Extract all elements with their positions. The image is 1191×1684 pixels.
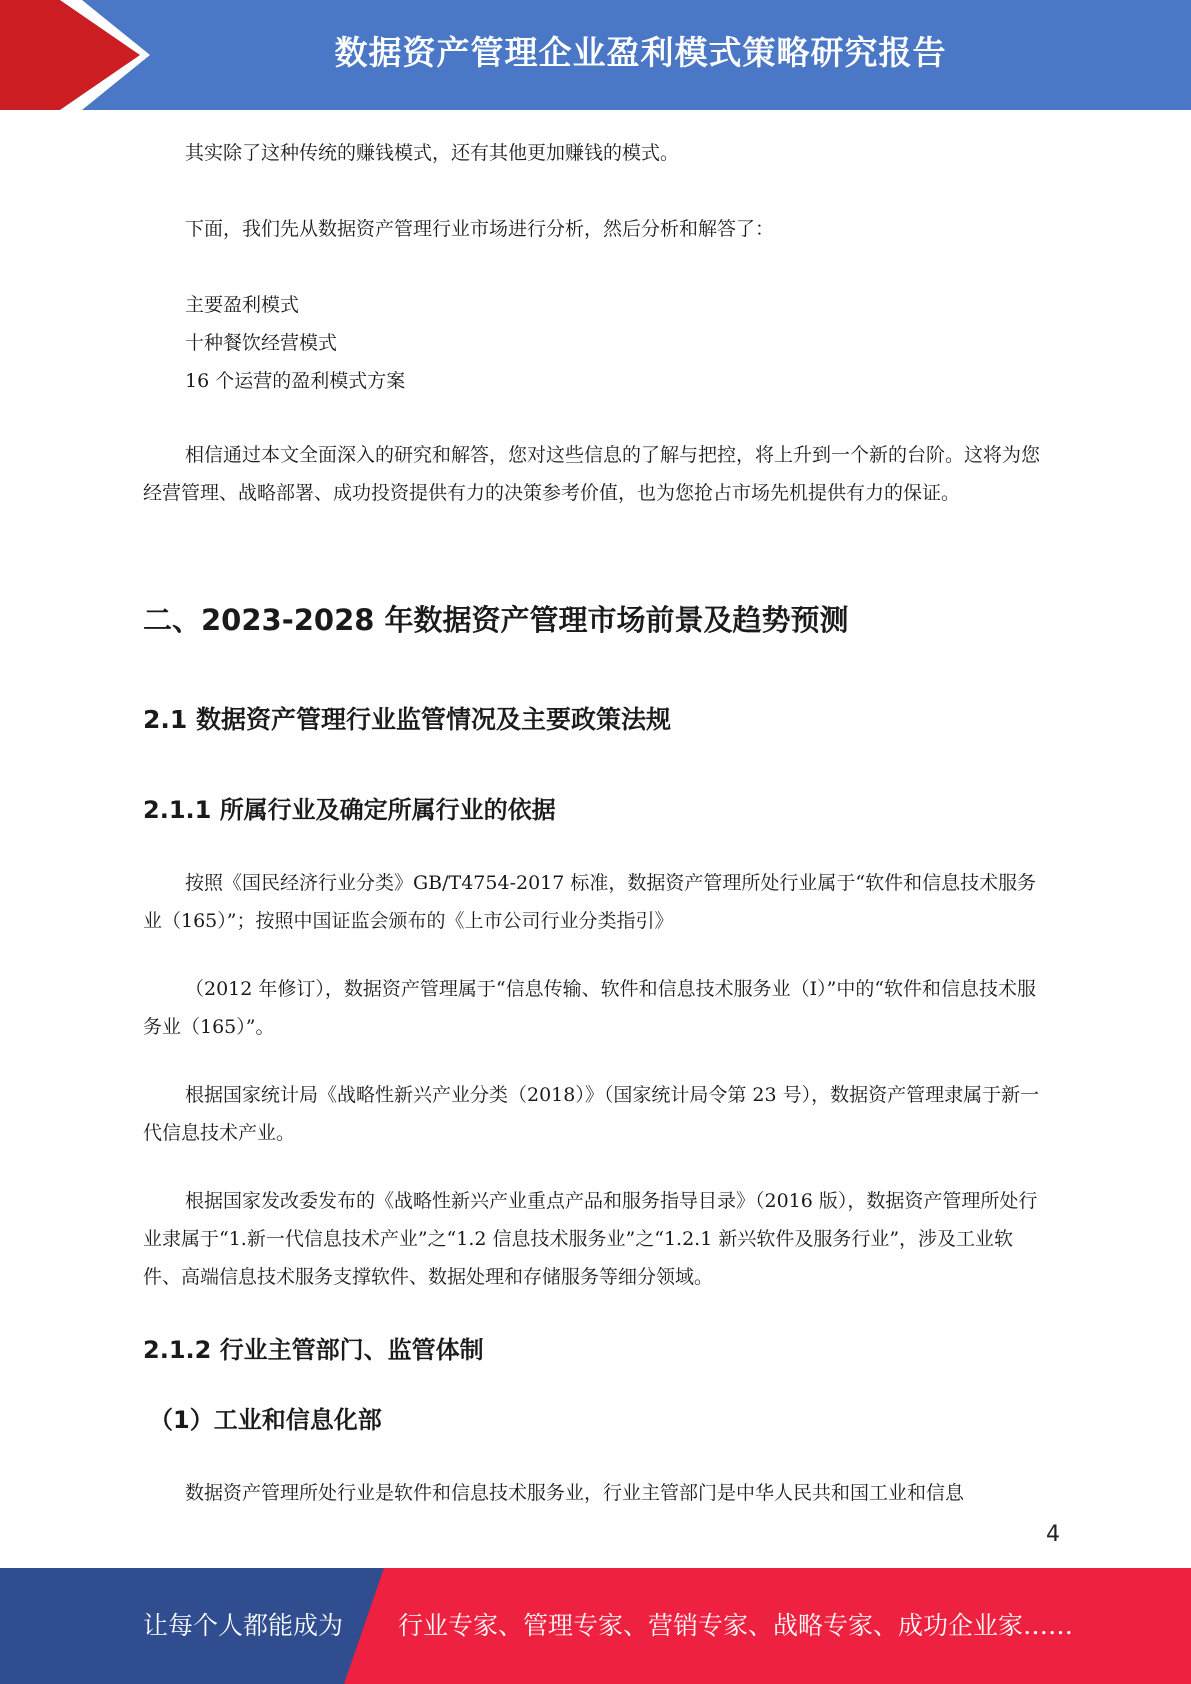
subsubsection-heading: 2.1.2 行业主管部门、监管体制 bbox=[143, 1336, 484, 1364]
subsection-heading: 2.1 数据资产管理行业监管情况及主要政策法规 bbox=[143, 705, 671, 734]
report-title: 数据资产管理企业盈利模式策略研究报告 bbox=[334, 33, 947, 72]
paragraph: 按照《国民经济行业分类》GB/T4754-2017 标准，数据资产管理所处行业属于“软件和信息技术服务业（165）”；按照中国证监会颁布的《上市公司行业分类指引》 bbox=[143, 872, 1037, 932]
paragraph: （2012 年修订），数据资产管理属于“信息传输、软件和信息技术服务业（I）”中的“软件和信息技术服务业（165）”。 bbox=[143, 978, 1037, 1038]
paragraph: 根据国家统计局《战略性新兴产业分类（2018）》（国家统计局令第 23 号），数据资产管理隶属于新一代信息技术产业。 bbox=[143, 1084, 1040, 1144]
page-header bbox=[0, 0, 1191, 110]
paragraph: 根据国家发改委发布的《战略性新兴产业重点产品和服务指导目录》（2016 版），数据资产管理所处行业隶属于“1.新一代信息技术产业”之“1.2 信息技术服务业”之“1.2.1 新兴软件及服务行业”，涉及工业软件、高端信息技术服务支撑软件、数据处理和存储服务等细分领域。 bbox=[143, 1190, 1038, 1288]
page-footer bbox=[0, 1568, 1191, 1684]
footer-slogan-left: 让每个人都能成为 bbox=[143, 1611, 344, 1640]
list-item: 主要盈利模式 bbox=[185, 294, 300, 316]
intro-line-1: 其实除了这种传统的赚钱模式，还有其他更加赚钱的模式。 bbox=[185, 142, 680, 164]
intro-paragraph: 相信通过本文全面深入的研究和解答，您对这些信息的了解与把控，将上升到一个新的台阶。这将为您经营管理、战略部署、成功投资提供有力的决策参考价值，也为您抢占市场先机提供有力的保证。 bbox=[143, 444, 1041, 504]
paragraph: 数据资产管理所处行业是软件和信息技术服务业，行业主管部门是中华人民共和国工业和信息 bbox=[185, 1482, 965, 1504]
item-heading: （1）工业和信息化部 bbox=[149, 1406, 382, 1434]
header-chevron-icon bbox=[0, 0, 160, 110]
intro-line-2: 下面，我们先从数据资产管理行业市场进行分析，然后分析和解答了： bbox=[185, 218, 775, 240]
page-number: 4 bbox=[1046, 1522, 1060, 1547]
list-item: 16 个运营的盈利模式方案 bbox=[185, 370, 406, 392]
footer-slogan-right: 行业专家、管理专家、营销专家、战略专家、成功企业家…… bbox=[398, 1611, 1074, 1640]
section-heading: 二、2023-2028 年数据资产管理市场前景及趋势预测 bbox=[143, 603, 849, 637]
list-item: 十种餐饮经营模式 bbox=[185, 332, 338, 354]
subsubsection-heading: 2.1.1 所属行业及确定所属行业的依据 bbox=[143, 796, 556, 824]
